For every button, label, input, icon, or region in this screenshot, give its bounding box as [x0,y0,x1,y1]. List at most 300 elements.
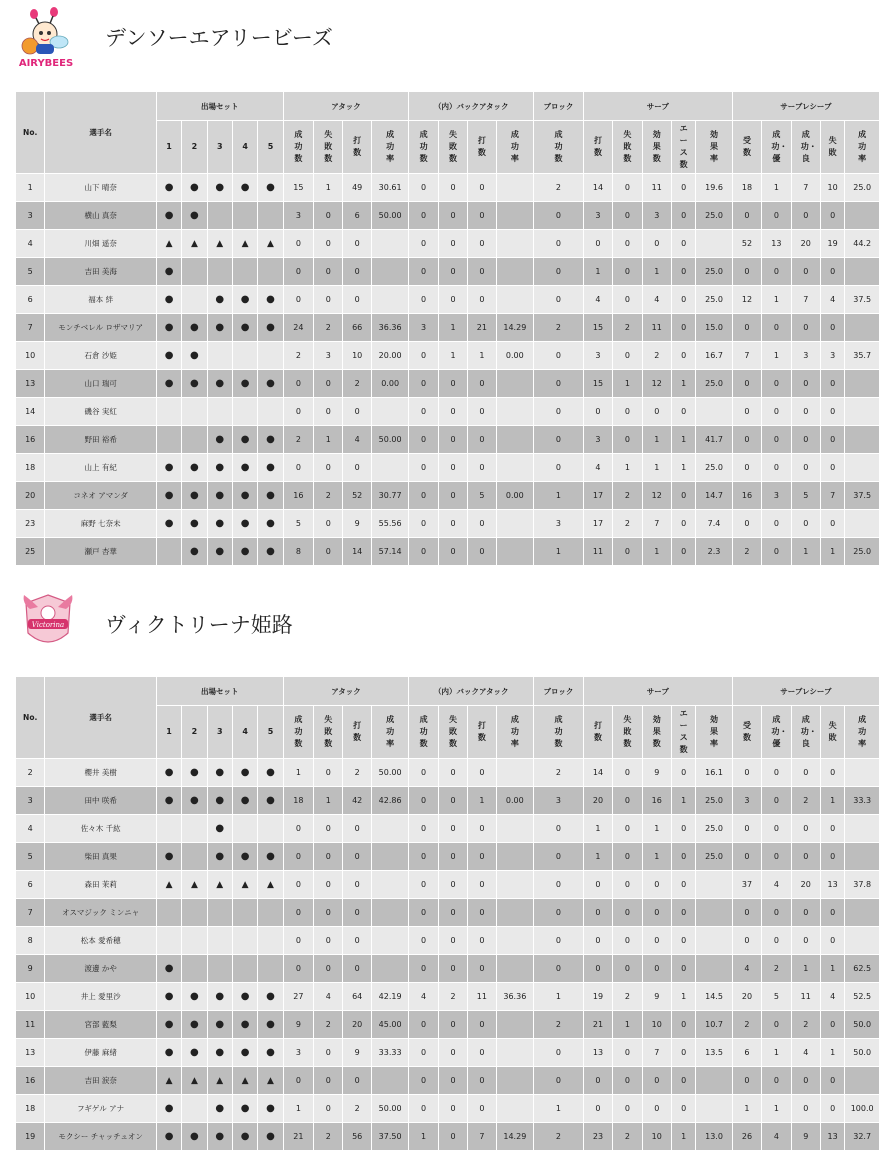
serve-cell: 0 [613,759,642,787]
header-serve-col [613,121,642,174]
set-mark: ● [207,1095,232,1123]
player-name: 松本 愛希穂 [45,927,157,955]
block-cell: 0 [534,370,584,398]
block-cell: 2 [534,1123,584,1151]
back-attack-cell: 0 [438,174,467,202]
back-attack-cell: 0 [438,787,467,815]
block-cell: 0 [534,955,584,983]
receive-cell: 4 [820,983,844,1011]
header-attack-col-label: 成功数 [294,130,303,163]
header-back-col [468,706,496,759]
header-back-col [496,706,534,759]
back-attack-cell: 0 [468,538,496,566]
back-attack-cell: 0 [438,1039,467,1067]
attack-cell [371,899,409,927]
back-attack-cell: 0 [409,759,438,787]
table-row [16,815,880,843]
player-number: 16 [16,1067,45,1095]
set-mark [258,955,283,983]
player-name: 福本 絆 [45,286,157,314]
player-name: 渡邊 かや [45,955,157,983]
receive-cell: 2 [791,787,820,815]
header-attack-col [371,706,409,759]
receive-cell: 20 [732,983,761,1011]
set-mark: ● [232,370,257,398]
receive-cell: 44.2 [845,230,880,258]
serve-cell: 2 [613,482,642,510]
attack-cell [371,927,409,955]
player-number: 5 [16,843,45,871]
block-cell: 0 [534,454,584,482]
header-receive-col-label: 失敗 [828,721,837,742]
receive-cell: 0 [762,538,791,566]
attack-cell: 2 [314,1011,343,1039]
attack-cell: 18 [283,787,313,815]
set-mark [156,815,181,843]
receive-cell: 0 [732,843,761,871]
set-mark: ● [258,454,283,482]
attack-cell: 9 [343,1039,371,1067]
receive-cell: 11 [791,983,820,1011]
table-row [16,510,880,538]
serve-cell: 16.7 [696,342,733,370]
header-set-col [156,121,181,174]
attack-cell [371,398,409,426]
set-mark: ● [232,286,257,314]
header-group-sets: 出場セット [156,677,283,706]
header-back-col-label: 成功率 [510,130,519,163]
header-attack-col [314,706,343,759]
header-serve-col-label: 効果率 [710,130,719,163]
receive-cell [845,398,880,426]
set-mark [258,342,283,370]
attack-cell: 0 [343,899,371,927]
attack-cell: 0 [314,1039,343,1067]
header-block-col-label: 成功数 [554,715,563,748]
attack-cell: 20.00 [371,342,409,370]
receive-cell: 0 [820,759,844,787]
serve-cell: 10 [642,1123,671,1151]
receive-cell: 13 [820,871,844,899]
serve-cell: 0 [613,538,642,566]
header-attack-col-label: 成功率 [386,130,395,163]
set-mark: ● [232,314,257,342]
set-mark: ● [182,538,207,566]
header-attack-col [314,121,343,174]
receive-cell: 0 [762,202,791,230]
attack-cell: 0 [314,927,343,955]
back-attack-cell: 1 [409,1123,438,1151]
serve-cell: 0 [671,258,695,286]
set-mark [258,202,283,230]
header-receive-col [820,706,844,759]
attack-cell: 0 [283,230,313,258]
header-receive-col-label: 成功率 [858,715,867,748]
receive-cell: 3 [762,482,791,510]
serve-cell: 1 [613,454,642,482]
serve-cell: 2 [613,314,642,342]
back-attack-cell [496,398,534,426]
player-name: 柴田 真果 [45,843,157,871]
serve-cell: 0 [613,426,642,454]
victorina-logo-icon [16,589,80,655]
header-group-back-attack: （内）バックアタック [409,677,534,706]
back-attack-cell: 0 [438,230,467,258]
header-serve-col [642,706,671,759]
serve-cell [696,871,733,899]
back-attack-cell: 7 [468,1123,496,1151]
receive-cell: 52.5 [845,983,880,1011]
team-header [0,0,895,80]
serve-cell: 12 [642,370,671,398]
header-set-col [232,706,257,759]
set-mark: ▲ [156,230,181,258]
set-mark: ● [156,454,181,482]
back-attack-cell [496,843,534,871]
set-mark: ▲ [258,1067,283,1095]
set-mark: ▲ [156,1067,181,1095]
player-name: フギゲル アナ [45,1095,157,1123]
table-row [16,230,880,258]
player-name: 石倉 沙姫 [45,342,157,370]
set-mark [182,843,207,871]
serve-cell: 7 [642,1039,671,1067]
table-row [16,314,880,342]
back-attack-cell [496,927,534,955]
set-mark: ● [232,510,257,538]
receive-cell: 4 [762,1123,791,1151]
back-attack-cell [496,1011,534,1039]
back-attack-cell: 2 [438,983,467,1011]
serve-cell: 2 [613,510,642,538]
serve-cell: 14.5 [696,983,733,1011]
receive-cell [845,759,880,787]
receive-cell: 0 [820,1067,844,1095]
block-cell: 0 [534,815,584,843]
attack-cell: 0 [314,815,343,843]
back-attack-cell: 0 [468,899,496,927]
table-row [16,398,880,426]
serve-cell: 25.0 [696,815,733,843]
table-row [16,370,880,398]
header-receive-col [762,121,791,174]
header-set-col-label: 1 [166,142,172,151]
receive-cell: 0 [762,759,791,787]
receive-cell: 13 [762,230,791,258]
back-attack-cell: 0 [438,759,467,787]
attack-cell: 1 [314,787,343,815]
serve-cell: 0 [671,510,695,538]
table-row [16,482,880,510]
receive-cell: 0 [762,815,791,843]
receive-cell: 0 [791,759,820,787]
attack-cell: 0 [343,1067,371,1095]
serve-cell: 0 [671,538,695,566]
back-attack-cell: 0 [438,538,467,566]
set-mark [156,899,181,927]
receive-cell: 0 [791,1067,820,1095]
receive-cell: 0 [762,370,791,398]
serve-cell: 0 [671,759,695,787]
receive-cell: 0 [732,314,761,342]
attack-cell: 0 [283,871,313,899]
attack-cell [371,454,409,482]
back-attack-cell: 0 [468,1067,496,1095]
serve-cell: 1 [671,370,695,398]
attack-cell: 0 [283,899,313,927]
header-serve-col-label: 打数 [593,721,602,742]
block-cell: 2 [534,1011,584,1039]
block-cell: 0 [534,843,584,871]
serve-cell: 0 [642,927,671,955]
header-no: No. [16,677,45,759]
set-mark: ● [156,983,181,1011]
header-receive-col [845,121,880,174]
back-attack-cell: 0 [409,230,438,258]
serve-cell: 0 [613,871,642,899]
table-row [16,1067,880,1095]
set-mark: ● [232,1011,257,1039]
back-attack-cell: 21 [468,314,496,342]
serve-cell: 4 [642,286,671,314]
serve-cell: 1 [671,454,695,482]
header-set-col [258,121,283,174]
back-attack-cell: 0 [468,927,496,955]
back-attack-cell [496,759,534,787]
receive-cell: 1 [762,286,791,314]
receive-cell: 0 [820,899,844,927]
player-number: 18 [16,454,45,482]
back-attack-cell: 0.00 [496,787,534,815]
serve-cell: 10 [642,1011,671,1039]
table-row [16,955,880,983]
header-no: No. [16,92,45,174]
set-mark: ● [156,955,181,983]
set-mark: ● [156,482,181,510]
receive-cell: 7 [820,482,844,510]
set-mark: ● [182,510,207,538]
player-number: 23 [16,510,45,538]
player-number: 10 [16,983,45,1011]
back-attack-cell: 0 [468,1095,496,1123]
serve-cell: 3 [583,202,612,230]
receive-cell: 1 [820,1039,844,1067]
attack-cell [371,843,409,871]
player-number: 18 [16,1095,45,1123]
receive-cell: 0 [791,815,820,843]
attack-cell: 21 [283,1123,313,1151]
serve-cell: 1 [642,815,671,843]
block-cell: 0 [534,258,584,286]
back-attack-cell: 0 [438,454,467,482]
serve-cell [696,398,733,426]
back-attack-cell: 0 [468,759,496,787]
serve-cell [696,899,733,927]
receive-cell: 37.5 [845,482,880,510]
back-attack-cell: 0 [409,899,438,927]
attack-cell: 36.36 [371,314,409,342]
set-mark: ● [258,482,283,510]
serve-cell: 0 [613,843,642,871]
receive-cell [845,258,880,286]
receive-cell: 1 [762,1095,791,1123]
receive-cell: 26 [732,1123,761,1151]
attack-cell: 2 [314,314,343,342]
set-mark: ▲ [182,230,207,258]
set-mark: ● [258,286,283,314]
player-name: モンチベレル ロザマリア [45,314,157,342]
set-mark: ● [207,286,232,314]
header-receive-col-label: 成功・優 [771,130,788,163]
back-attack-cell: 0 [438,1011,467,1039]
attack-cell: 33.33 [371,1039,409,1067]
serve-cell: 7.4 [696,510,733,538]
serve-cell: 0 [671,1011,695,1039]
receive-cell: 0 [791,1095,820,1123]
set-mark [207,398,232,426]
set-mark: ● [232,482,257,510]
attack-cell [371,230,409,258]
attack-cell: 1 [283,1095,313,1123]
attack-cell: 55.56 [371,510,409,538]
receive-cell: 0 [732,815,761,843]
attack-cell: 2 [343,370,371,398]
header-back-col [409,706,438,759]
set-mark: ● [156,202,181,230]
header-attack-col-label: 成功数 [294,715,303,748]
set-mark [182,955,207,983]
attack-cell: 3 [283,1039,313,1067]
header-receive-col-label: 受数 [742,721,751,742]
back-attack-cell [496,1039,534,1067]
back-attack-cell: 0 [438,426,467,454]
serve-cell: 1 [671,787,695,815]
logo-text: AIRYBEES [18,58,74,69]
set-mark: ● [207,759,232,787]
header-set-col-label: 1 [166,727,172,736]
serve-cell: 11 [583,538,612,566]
set-mark [232,398,257,426]
attack-cell: 50.00 [371,759,409,787]
receive-cell: 50.0 [845,1039,880,1067]
player-number: 7 [16,314,45,342]
serve-cell: 4 [583,454,612,482]
attack-cell: 64 [343,983,371,1011]
serve-cell: 13.5 [696,1039,733,1067]
player-name: 川畑 遥奈 [45,230,157,258]
set-mark [182,286,207,314]
set-mark: ▲ [258,871,283,899]
back-attack-cell: 4 [409,983,438,1011]
header-serve-col [671,121,695,174]
header-attack-col [283,121,313,174]
block-cell: 0 [534,1039,584,1067]
header-back-col [438,121,467,174]
set-mark: ● [258,983,283,1011]
serve-cell: 0 [583,927,612,955]
receive-cell: 0 [732,202,761,230]
table-row [16,286,880,314]
set-mark: ● [182,787,207,815]
receive-cell: 0 [732,927,761,955]
block-cell: 0 [534,286,584,314]
header-player: 選手名 [45,92,157,174]
back-attack-cell: 0 [468,871,496,899]
serve-cell: 0 [671,202,695,230]
header-back-col-label: 失敗数 [448,715,457,748]
set-mark: ● [156,174,181,202]
serve-cell: 15.0 [696,314,733,342]
receive-cell: 19 [820,230,844,258]
back-attack-cell: 0.00 [496,342,534,370]
receive-cell [845,843,880,871]
header-set-col-label: 4 [242,142,248,151]
serve-cell: 0 [671,1095,695,1123]
attack-cell: 0 [343,230,371,258]
attack-cell: 4 [314,983,343,1011]
back-attack-cell: 14.29 [496,1123,534,1151]
receive-cell [845,815,880,843]
serve-cell: 1 [642,426,671,454]
serve-cell: 12 [642,482,671,510]
serve-cell: 11 [642,314,671,342]
serve-cell: 0 [671,843,695,871]
receive-cell: 0 [732,899,761,927]
serve-cell: 0 [671,927,695,955]
receive-cell: 25.0 [845,174,880,202]
header-set-col-label: 5 [267,727,274,736]
table-row [16,1039,880,1067]
receive-cell: 3 [732,787,761,815]
receive-cell: 0 [791,927,820,955]
serve-cell: 25.0 [696,787,733,815]
set-mark: ● [207,815,232,843]
table-row [16,843,880,871]
serve-cell: 7 [642,510,671,538]
set-mark: ● [258,538,283,566]
back-attack-cell [496,370,534,398]
serve-cell: 2.3 [696,538,733,566]
set-mark: ● [258,314,283,342]
receive-cell: 7 [791,286,820,314]
receive-cell: 0 [732,510,761,538]
attack-cell: 9 [283,1011,313,1039]
serve-cell: 13 [583,1039,612,1067]
receive-cell: 52 [732,230,761,258]
back-attack-cell: 0 [409,1039,438,1067]
set-mark: ▲ [182,871,207,899]
header-serve-col-label: 打数 [593,136,602,157]
player-number: 13 [16,370,45,398]
receive-cell: 0 [732,1067,761,1095]
serve-cell: 0 [671,899,695,927]
set-mark: ● [182,454,207,482]
player-number: 7 [16,899,45,927]
receive-cell: 1 [791,955,820,983]
header-set-col-label: 4 [242,727,248,736]
team-name: ヴィクトリーナ姫路 [105,613,293,637]
receive-cell: 1 [820,955,844,983]
serve-cell: 17 [583,510,612,538]
set-mark: ● [207,426,232,454]
receive-cell: 0 [762,314,791,342]
back-attack-cell: 0 [409,426,438,454]
set-mark: ● [182,1011,207,1039]
header-serve-col-label: 失敗数 [623,130,632,163]
set-mark: ● [182,1039,207,1067]
attack-cell: 3 [314,342,343,370]
set-mark: ● [156,258,181,286]
